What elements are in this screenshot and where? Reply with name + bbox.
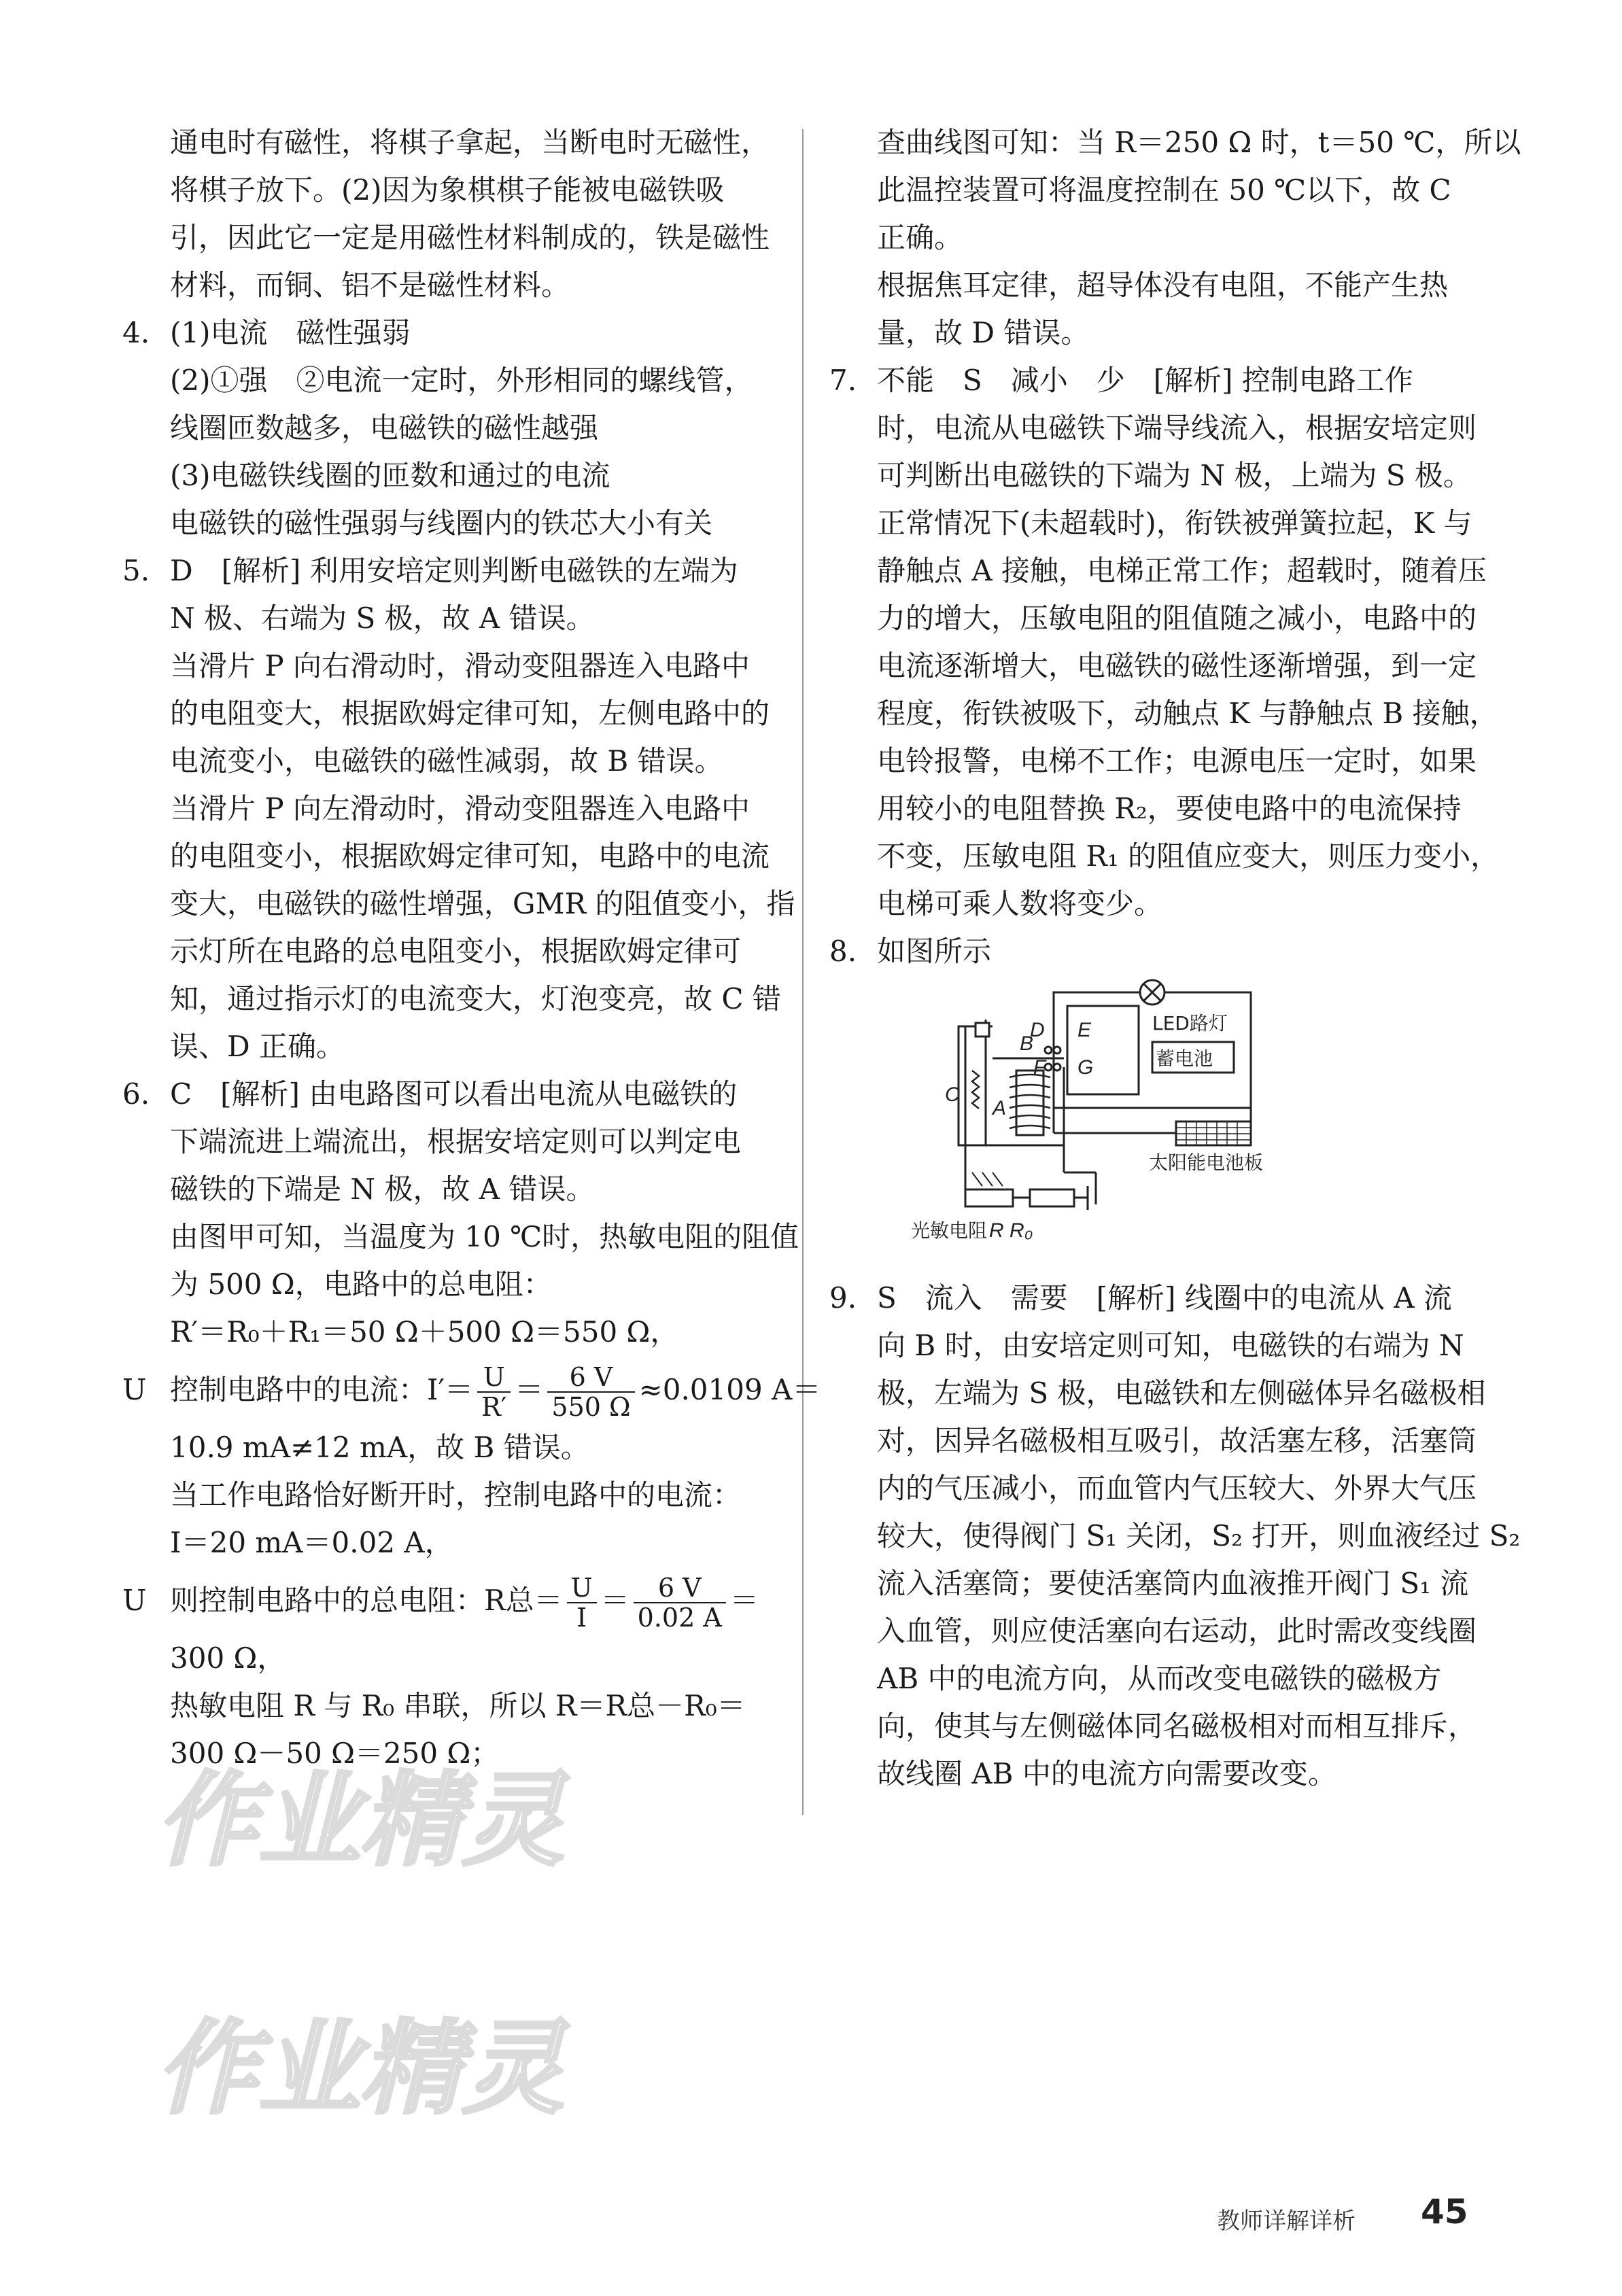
formula-den: R′ — [481, 1392, 507, 1422]
label-solar: 太阳能电池板 — [1149, 1151, 1264, 1174]
text-line — [877, 1417, 1479, 1465]
item-number: 7. — [829, 364, 857, 397]
item-number: U — [122, 1584, 147, 1617]
text-line — [170, 785, 775, 833]
label-battery: 蓄电池 — [1156, 1047, 1213, 1070]
line-text: 入血管，则应使活塞向右运动，此时需改变线圈 — [877, 1614, 1477, 1648]
column-divider — [802, 129, 804, 1815]
text-line — [829, 1274, 1479, 1322]
line-text: 线圈匝数越多，电磁铁的磁性越强 — [170, 411, 599, 445]
right-column-top — [829, 119, 1521, 975]
label-g: G — [1077, 1056, 1094, 1079]
text-line — [877, 880, 1479, 928]
formula-mid: ＝ — [600, 1584, 629, 1617]
label-photo: 光敏电阻 — [911, 1219, 988, 1242]
text-line — [877, 1560, 1479, 1607]
text-line — [170, 167, 775, 214]
line-text: 误、D 正确。 — [170, 1030, 345, 1063]
text-line — [170, 1118, 775, 1166]
text-line — [122, 1071, 775, 1118]
text-line — [877, 1370, 1486, 1417]
text-line — [122, 1567, 775, 1635]
line-text: 故线圈 AB 中的电流方向需要改变。 — [877, 1757, 1336, 1790]
text-line — [877, 1703, 1479, 1750]
right-column-bottom — [829, 1274, 1521, 1798]
line-text: 电梯可乘人数将变少。 — [877, 887, 1163, 920]
line-text: 根据焦耳定律，超导体没有电阻，不能产生热 — [877, 268, 1449, 302]
label-e: E — [1077, 1019, 1092, 1041]
label-r0: R₀ — [1010, 1219, 1033, 1242]
line-text: 电铃报警，电梯不工作；电源电压一定时，如果 — [877, 744, 1477, 778]
resistor-r0-icon — [1030, 1189, 1074, 1206]
text-line — [170, 404, 775, 452]
line-text: 电磁铁的磁性强弱与线圈内的铁芯大小有关 — [170, 506, 713, 540]
line-text: 正常情况下(未超载时)，衔铁被弹簧拉起，K 与 — [877, 506, 1472, 540]
label-a: A — [993, 1097, 1007, 1119]
line-text: 电流变小，电磁铁的磁性减弱，故 B 错误。 — [170, 744, 723, 778]
text-line — [170, 690, 775, 737]
label-d: D — [1030, 1019, 1045, 1041]
line-text: 如图所示 — [877, 935, 992, 968]
text-line — [877, 1655, 1479, 1703]
fraction — [634, 1573, 726, 1632]
line-text: D [解析] 利用安培定则判断电磁铁的左端为 — [170, 554, 738, 587]
line-text: 极，左端为 S 极，电磁铁和左侧磁体异名磁极相 — [877, 1376, 1486, 1410]
line-text: 材料，而铜、铝不是磁性材料。 — [170, 268, 570, 302]
text-line — [170, 928, 775, 975]
text-line — [877, 547, 1487, 595]
text-line — [122, 309, 775, 357]
contact-d — [1045, 1047, 1052, 1054]
line-text: 的电阻变大，根据欧姆定律可知，左侧电路中的 — [170, 697, 770, 730]
circuit-diagram — [877, 975, 1479, 1274]
text-line — [170, 833, 775, 880]
text-line — [170, 737, 775, 785]
line-text: 为 500 Ω，电路中的总电阻： — [170, 1268, 552, 1301]
text-line — [877, 119, 1521, 167]
line-text: 不能 S 减小 少 [解析] 控制电路工作 — [877, 364, 1413, 397]
right-column — [829, 119, 1521, 1798]
text-line — [170, 1472, 775, 1519]
text-line — [877, 500, 1479, 547]
item-number: U — [122, 1373, 147, 1406]
line-text: 较大，使得阀门 S₁ 关闭，S₂ 打开，则血液经过 S₂ — [877, 1519, 1521, 1552]
line-text: 内的气压减小，而血管内气压较大、外界大气压 — [877, 1472, 1477, 1505]
light-arrows — [972, 1172, 1003, 1186]
text-line — [877, 1607, 1479, 1655]
text-line — [877, 262, 1479, 309]
text-line — [170, 975, 781, 1023]
line-text: 当滑片 P 向右滑动时，滑动变阻器连入电路中 — [170, 649, 750, 682]
line-text: 对，因异名磁极相互吸引，故活塞左移，活塞筒 — [877, 1424, 1477, 1457]
fraction — [477, 1363, 511, 1421]
line-text: 热敏电阻 R 与 R₀ 串联，所以 R＝R总－R₀＝ — [170, 1689, 746, 1722]
text-line — [170, 262, 775, 309]
text-line — [877, 404, 1479, 452]
item-number: 5. — [122, 554, 150, 587]
svg-text:作业精灵: 作业精灵 — [156, 1762, 565, 1880]
footer-label: 教师详解详析 — [1217, 2208, 1356, 2235]
line-text: 流入活塞筒；要使活塞筒内血液推开阀门 S₁ 流 — [877, 1567, 1469, 1600]
text-line — [877, 1322, 1479, 1370]
line-text: 正确。 — [877, 221, 963, 254]
item-number: 4. — [122, 316, 150, 349]
text-line — [170, 452, 775, 500]
label-b: B — [1020, 1032, 1034, 1055]
formula-num2: 6 V — [634, 1573, 726, 1603]
line-text: (1)电流 磁性强弱 — [170, 316, 411, 349]
line-text: (2)①强 ②电流一定时，外形相同的螺线管， — [170, 364, 753, 397]
line-text: 10.9 mA≠12 mA，故 B 错误。 — [170, 1431, 589, 1464]
line-text: 300 Ω， — [170, 1641, 286, 1675]
page-number: 45 — [1421, 2192, 1468, 2231]
line-text: 通电时有磁性，将棋子拿起，当断电时无磁性， — [170, 126, 770, 159]
text-line — [170, 595, 775, 642]
formula-after: ＝ — [729, 1584, 759, 1617]
line-text: N 极、右端为 S 极，故 A 错误。 — [170, 602, 595, 635]
line-text: 示灯所在电路的总电阻变小，根据欧姆定律可 — [170, 935, 742, 968]
formula-num: U — [567, 1573, 597, 1603]
line-text: 此温控装置可将温度控制在 50 ℃以下，故 C — [877, 173, 1451, 207]
text-line — [829, 357, 1479, 404]
text-line — [829, 928, 1479, 975]
text-line — [170, 642, 775, 690]
text-line — [877, 167, 1479, 214]
line-text: 时，电流从电磁铁下端导线流入，根据安培定则 — [877, 411, 1477, 445]
text-line — [877, 785, 1479, 833]
text-line — [122, 1356, 821, 1424]
line-text: 的电阻变小，根据欧姆定律可知，电路中的电流 — [170, 839, 770, 873]
formula-num2: 6 V — [547, 1363, 634, 1393]
label-r: R — [989, 1219, 1004, 1242]
line-text: 由图甲可知，当温度为 10 ℃时，热敏电阻的阻值 — [170, 1220, 799, 1253]
circuit-diagram-svg — [911, 982, 1353, 1268]
text-line — [170, 119, 775, 167]
line-text: AB 中的电流方向，从而改变电磁铁的磁极方 — [877, 1662, 1442, 1695]
text-line — [877, 309, 1479, 357]
text-line — [170, 1308, 775, 1356]
line-text: C [解析] 由电路图可以看出电流从电磁铁的 — [170, 1077, 738, 1111]
line-text: 用较小的电阻替换 R₂，要使电路中的电流保持 — [877, 792, 1462, 825]
line-text: 知，通过指示灯的电流变大，灯泡变亮，故 C 错 — [170, 982, 781, 1015]
line-text: S 流入 需要 [解析] 线圈中的电流从 A 流 — [877, 1281, 1452, 1315]
text-line — [170, 1519, 775, 1567]
line-text: 电流逐渐增大，电磁铁的磁性逐渐增强，到一定 — [877, 649, 1477, 682]
line-text: 不变，压敏电阻 R₁ 的阻值应变大，则压力变小， — [877, 839, 1500, 873]
text-line — [877, 690, 1498, 737]
pivot — [976, 1023, 989, 1037]
item-number: 9. — [829, 1281, 857, 1315]
text-line — [170, 1261, 775, 1308]
text-line — [877, 642, 1479, 690]
item-number: 8. — [829, 935, 857, 968]
text-line — [170, 1682, 775, 1730]
label-c: C — [945, 1083, 960, 1106]
fraction — [547, 1363, 634, 1421]
line-text: 引，因此它一定是用磁性材料制成的，铁是磁性 — [170, 221, 770, 254]
formula-before: 控制电路中的电流：I′＝ — [170, 1373, 474, 1406]
text-line — [877, 214, 1479, 262]
line-text: 磁铁的下端是 N 极，故 A 错误。 — [170, 1172, 595, 1206]
formula-mid: ＝ — [515, 1373, 544, 1406]
line-text: 查曲线图可知：当 R＝250 Ω 时，t＝50 ℃，所以 — [877, 126, 1521, 159]
line-text: R′＝R₀＋R₁＝50 Ω＋500 Ω＝550 Ω， — [170, 1315, 679, 1349]
item-number: 6. — [122, 1077, 150, 1111]
line-text: 力的增大，压敏电阻的阻值随之减小，电路中的 — [877, 602, 1477, 635]
text-line — [877, 452, 1479, 500]
line-text: 静触点 A 接触，电梯正常工作；超载时，随着压 — [877, 554, 1487, 587]
text-line — [170, 1424, 775, 1472]
text-line — [170, 880, 795, 928]
fraction — [567, 1573, 597, 1632]
contact-d2 — [1054, 1047, 1060, 1054]
line-text: 下端流进上端流出，根据安培定则可以判定电 — [170, 1125, 742, 1158]
line-text: 将棋子放下。(2)因为象棋棋子能被电磁铁吸 — [170, 173, 725, 207]
photoresistor-icon — [965, 1189, 1013, 1206]
text-line — [877, 1750, 1479, 1798]
formula-num: U — [477, 1363, 511, 1393]
contact-f — [1045, 1064, 1052, 1071]
label-f: F — [1033, 1056, 1046, 1079]
text-line — [170, 1213, 799, 1261]
text-line — [170, 214, 775, 262]
formula-den: I — [576, 1603, 587, 1633]
watermark-top — [156, 1754, 591, 1892]
watermark-bottom — [156, 2002, 591, 2140]
text-line — [877, 737, 1479, 785]
line-text: 变大，电磁铁的磁性增强，GMR 的阻值变小，指 — [170, 887, 795, 920]
text-line — [877, 1512, 1521, 1560]
formula-den2: 550 Ω — [551, 1392, 631, 1422]
line-text: 向，使其与左侧磁体同名磁极相对而相互排斥， — [877, 1709, 1477, 1743]
line-text: (3)电磁铁线圈的匝数和通过的电流 — [170, 459, 610, 492]
line-text: 当工作电路恰好断开时，控制电路中的电流： — [170, 1478, 742, 1512]
text-line — [170, 1635, 775, 1682]
line-text: 300 Ω－50 Ω＝250 Ω； — [170, 1737, 500, 1770]
text-line — [877, 595, 1479, 642]
contact-f2 — [1054, 1064, 1060, 1071]
line-text: 程度，衔铁被吸下，动触点 K 与静触点 B 接触， — [877, 697, 1498, 730]
spring-c-icon — [972, 1071, 979, 1109]
line-text: 向 B 时，由安培定则可知，电磁铁的右端为 N — [877, 1329, 1464, 1362]
text-line — [170, 357, 775, 404]
svg-text:作业精灵: 作业精灵 — [156, 2010, 565, 2128]
text-line — [877, 833, 1500, 880]
text-line — [877, 1465, 1479, 1512]
text-line — [122, 547, 775, 595]
formula-before: 则控制电路中的总电阻：R总＝ — [170, 1584, 563, 1617]
label-led: LED路灯 — [1152, 1012, 1228, 1034]
line-text: 可判断出电磁铁的下端为 N 极，上端为 S 极。 — [877, 459, 1472, 492]
text-line — [170, 500, 775, 547]
line-text: I＝20 mA＝0.02 A， — [170, 1526, 453, 1559]
text-line — [170, 1023, 775, 1071]
text-line — [170, 1166, 775, 1213]
line-text: 量，故 D 错误。 — [877, 316, 1090, 349]
line-text: 当滑片 P 向左滑动时，滑动变阻器连入电路中 — [170, 792, 750, 825]
formula-den2: 0.02 A — [637, 1603, 722, 1633]
formula-after: ≈0.0109 A＝ — [638, 1373, 821, 1406]
left-column — [122, 119, 821, 1777]
